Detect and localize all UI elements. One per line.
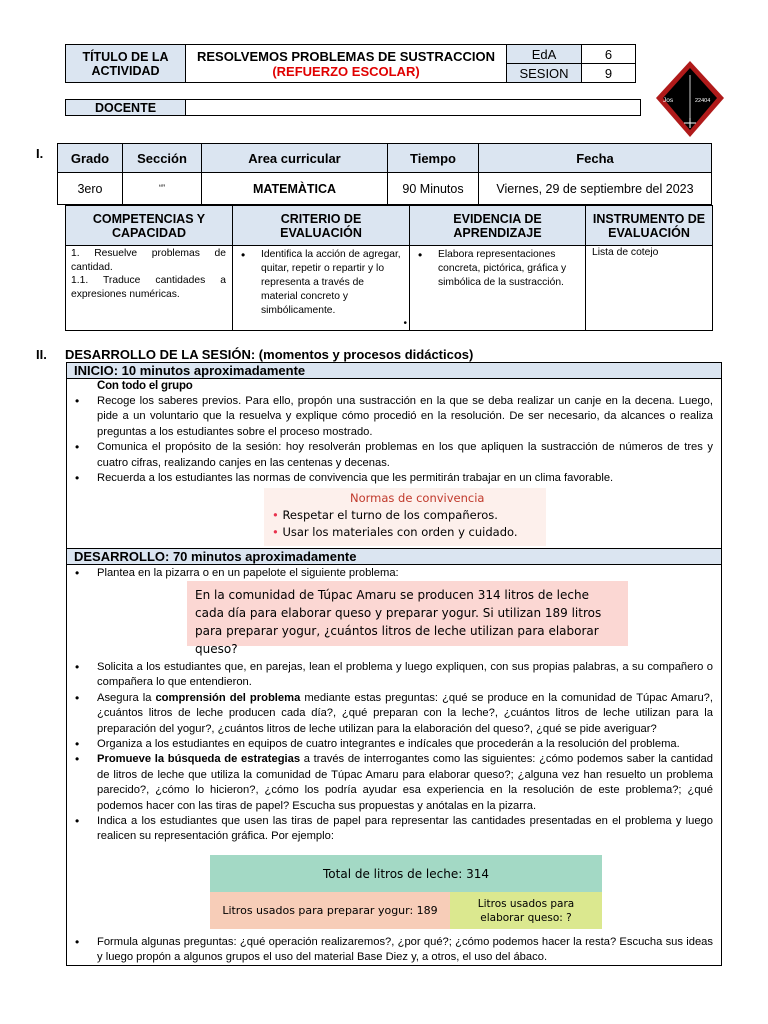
school-logo (655, 60, 725, 138)
titulo-label: TÍTULO DE LA ACTIVIDAD (82, 49, 169, 78)
area-header: Area curricular (201, 143, 388, 173)
desarrollo-content-end (67, 935, 717, 966)
problem-text: En la comunidad de Túpac Amaru se producen 314 litros de leche cada día para elaborar queso y preparar yogur. Si utilizan 189 litros para preparar yogur, ¿cuántos litros de leche utilizan para elaborar queso? (195, 588, 602, 656)
desarrollo-header: DESARROLLO: 70 minutos aproximadamente (66, 548, 722, 565)
inicio-header: INICIO: 10 minutos aproximadamente (66, 362, 722, 379)
docente-label: DOCENTE (94, 100, 157, 115)
sesion-label: SESION (519, 65, 569, 81)
desarrollo-item: • Indica a los estudiantes que usen las tiras de papel para representar las cantidades presentadas en el problema y luego realicen su representación gráfica. Por ejemplo: (67, 814, 713, 845)
grado-header: Grado (57, 143, 123, 173)
competencia-1: 1. Resuelve problemas de cantidad. (71, 248, 226, 273)
inicio-item: • Recuerda a los estudiantes las normas de convivencia que les permitirán trabajar en un clima favorable. (67, 471, 713, 486)
seccion-header: Sección (122, 143, 202, 173)
section-2-numeral: II. (36, 347, 47, 362)
normas-card (264, 488, 546, 546)
logo-right-text: 22404 (695, 98, 711, 104)
strip-queso: Litros usados para elaborar queso: ? (450, 892, 602, 929)
eda-label-cell (506, 44, 582, 64)
eda-label: EdA (531, 46, 557, 62)
inicio-item: • Recoge los saberes previos. Para ello, propón una sustracción en la que se deba realizar un canje en la decena. Luego, pide a un voluntario que la resuelva y explique cómo procedió en la resolución. De ser necesario, da alcances o realiza preguntas a los estudiantes sobre el proceso mostrado. (67, 394, 713, 440)
instrumento-value: Lista de cotejo (592, 247, 659, 258)
evidencia-item: • Elabora representaciones concreta, pictórica, gráfica y simbólica de la sustracción. (416, 248, 577, 291)
desarrollo-item: • Plantea en la pizarra o en un papelote el siguiente problema: (67, 566, 717, 581)
tiempo-value: 90 Minutos (387, 172, 479, 205)
desarrollo-item-1-wrap (67, 566, 717, 581)
sesion-value-cell (581, 63, 636, 83)
activity-title: RESOLVEMOS PROBLEMAS DE SUSTRACCION (REFUERZO ESCOLAR) (196, 48, 496, 79)
evidencia-cell (409, 245, 586, 331)
docente-value-cell (185, 99, 641, 116)
title-cell (185, 44, 507, 83)
inicio-subheading: Con todo el grupo (97, 380, 193, 392)
strip-total: Total de litros de leche: 314 (210, 855, 602, 892)
inicio-content (67, 379, 717, 486)
criterio-item: • Identifica la acción de agregar, quitar, repetir o repartir y lo representa a través de material concreto y simbólicamente. (239, 248, 401, 318)
desarrollo-item: • Asegura la comprensión del problema mediante estas preguntas: ¿qué se produce en la comunidad de Túpac Amaru?, ¿cuántos litros de leche producen cada día?, ¿qué preparan con la leche?, ¿cuántos litros de leche utilizan para la preparación del yogur?, ¿cuántos litros de leche utilizan para la elaboración del queso?, ¿qué se pide averiguar? (67, 691, 713, 737)
sesion-label-cell (506, 63, 582, 83)
activity-subtitle: (REFUERZO ESCOLAR) (272, 63, 420, 79)
instrumento-cell (585, 245, 713, 331)
criterio-header: CRITERIO DE EVALUACIÓN (232, 205, 410, 246)
logo-left-text: Jos (663, 97, 674, 104)
norma-item: • Respetar el turno de los compañeros. (272, 508, 498, 522)
seccion-value: “” (122, 172, 202, 205)
desarrollo-item: • Organiza a los estudiantes en equipos de cuatro integrantes e indícales que procederán a la resolución del problema. (67, 737, 713, 752)
competencias-header: COMPETENCIAS Y CAPACIDAD (65, 205, 233, 246)
desarrollo-item: • Solicita a los estudiantes que, en parejas, lean el problema y luego expliquen, con sus propias palabras, a su compañero o compañera lo que entendieron. (67, 660, 713, 691)
section-2-title: DESARROLLO DE LA SESIÓN: (momentos y procesos didácticos) (65, 347, 474, 362)
titulo-label-cell (65, 44, 186, 83)
criterio-cell: • Identifica la acción de agregar, quitar, repetir o repartir y lo representa a través de material concreto y simbólicamente. • (232, 245, 410, 331)
normas-title: Normas de convivencia (350, 491, 485, 505)
eda-value-cell (581, 44, 636, 64)
area-value: MATEMÀTICA (201, 172, 388, 205)
strip-yogur: Litros usados para preparar yogur: 189 (210, 892, 450, 929)
desarrollo-item: • Formula algunas preguntas: ¿qué operación realizaremos?, ¿por qué?; ¿cómo podemos hacer la resta? Escucha sus ideas y luego propón a algunos grupos el uso del material Base Diez y, a otros, el uso del ábaco. (67, 935, 713, 966)
tiempo-header: Tiempo (387, 143, 479, 173)
evidencia-header: EVIDENCIA DE APRENDIZAJE (409, 205, 586, 246)
docente-label-cell (65, 99, 186, 116)
inicio-item: • Comunica el propósito de la sesión: hoy resolverán problemas en los que apliquen la sustracción de números de tres y cuatro cifras, realizando canjes en las centenas y decenas. (67, 440, 713, 471)
desarrollo-content (67, 660, 717, 845)
fecha-header: Fecha (478, 143, 712, 173)
problem-card (187, 581, 628, 656)
competencias-cell (65, 245, 233, 331)
sesion-value: 9 (604, 65, 613, 81)
grado-value: 3ero (57, 172, 123, 205)
eda-value: 6 (604, 46, 613, 62)
fecha-value: Viernes, 29 de septiembre del 2023 (478, 172, 712, 205)
capacidad-1-1: 1.1. Traduce cantidades a expresiones numéricas. (71, 275, 226, 300)
instrumento-header: INSTRUMENTO DE EVALUACIÓN (585, 205, 713, 246)
norma-item: • Usar los materiales con orden y cuidado. (272, 525, 518, 539)
section-1-numeral: I. (36, 146, 44, 161)
desarrollo-item: • Promueve la búsqueda de estrategias a través de interrogantes como las siguientes: ¿cómo podemos saber la cantidad de litros de leche que utiliza la comunidad de Túpac Amaru para elaborar queso?; ¿alguna vez han resuelto un problema parecido?, ¿cómo lo hicieron?, ¿cómo los podría ayudar esa experiencia en la resolución de este problema?; ¿qué podemos hacer con las tiras de papel? Escucha sus propuestas y anótalas en la pizarra. (67, 752, 713, 814)
